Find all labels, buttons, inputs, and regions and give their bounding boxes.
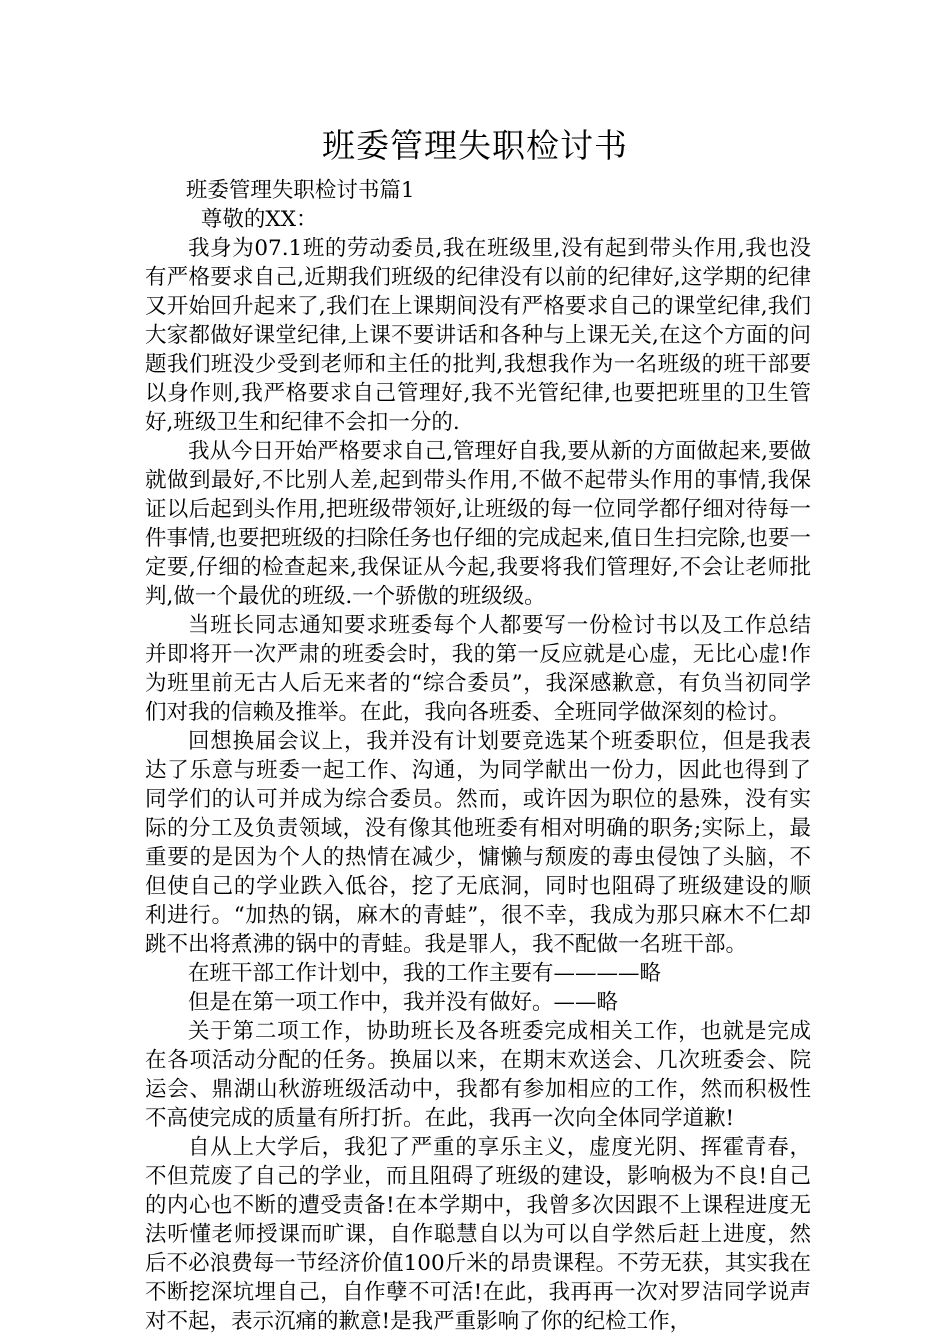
document-body [145,176,811,1336]
paragraph: 自从上大学后，我犯了严重的享乐主义，虚度光阴、挥霍青春，不但荒废了自己的学业，而且阻碍了班级的建设，影响极为不良!自己的内心也不断的遭受责备!在本学期中，我曾多次因跟不上课程进度无法听懂老师授课而旷课，自作聪慧自以为可以自学然后赶上进度，然后不必浪费每一节经济价值100斤米的昂贵课程。不劳无获，其实我在不断挖深坑埋自己，自作孽不可活!在此，我再再一次对罗洁同学说声对不起，表示沉痛的歉意!是我严重影响了你的纪检工作， [145,1135,811,1334]
paragraph: 在班干部工作计划中，我的工作主要有————略 [188,961,662,986]
paragraph: 关于第二项工作，协助班长及各班委完成相关工作，也就是完成在各项活动分配的任务。换届以来，在期末欢送会、几次班委会、院运会、鼎湖山秋游班级活动中，我都有参加相应的工作，然而积极性不高使完成的质量有所打折。在此，我再一次向全体同学道歉! [145,1019,811,1131]
salutation: 尊敬的XX： [200,207,318,232]
paragraph: 我从今日开始严格要求自己,管理好自我,要从新的方面做起来,要做就做到最好,不比别人差,起到带头作用,不做不起带头作用的事情,我保证以后起到头作用,把班级带领好,让班级的每一位同学都仔细对待每一件事情,也要把班级的扫除任务也仔细的完成起来,值日生扫完除,也要一定要,仔细的检查起来,我保证从今起,我要将我们管理好,不会让老师批判,做一个最优的班级.一个骄傲的班级级。 [145,439,811,609]
paragraph: 但是在第一项工作中，我并没有做好。——略 [188,990,619,1015]
document-subtitle: 班委管理失职检讨书篇1 [185,178,415,203]
paragraph: 回想换届会议上，我并没有计划要竞选某个班委职位，但是我表达了乐意与班委一起工作、沟通，为同学献出一份力，因此也得到了同学们的认可并成为综合委员。然而，或许因为职位的悬殊，没有实际的分工及负责领域，没有像其他班委有相对明确的职务;实际上，最重要的是因为个人的热情在减少，慵懒与颓废的毒虫侵蚀了头脑，不但使自己的学业跌入低谷，挖了无底洞，同时也阻碍了班级建设的顺利进行。“加热的锅，麻木的青蛙”，很不幸，我成为那只麻木不仁却跳不出将煮沸的锅中的青蛙。我是罪人，我不配做一名班干部。 [145,729,811,957]
document-title: 班委管理失职检讨书 [322,126,628,165]
paragraph: 我身为07.1班的劳动委员,我在班级里,没有起到带头作用,我也没有严格要求自己,近期我们班级的纪律没有以前的纪律好,这学期的纪律又开始回升起来了,我们在上课期间没有严格要求自己的课堂纪律,我们大家都做好课堂纪律,上课不要讲话和各种与上课无关,在这个方面的问题我们班没少受到老师和主任的批判,我想我作为一名班级的班干部要以身作则,我严格要求自己管理好,我不光管纪律,也要把班里的卫生管好,班级卫生和纪律不会扣一分的. [145,236,811,435]
paragraph: 当班长同志通知要求班委每个人都要写一份检讨书以及工作总结并即将开一次严肃的班委会时，我的第一反应就是心虚，无比心虚!作为班里前无古人后无来者的“综合委员”，我深感歉意，有负当初同学们对我的信赖及推举。在此，我向各班委、全班同学做深刻的检讨。 [145,613,811,725]
